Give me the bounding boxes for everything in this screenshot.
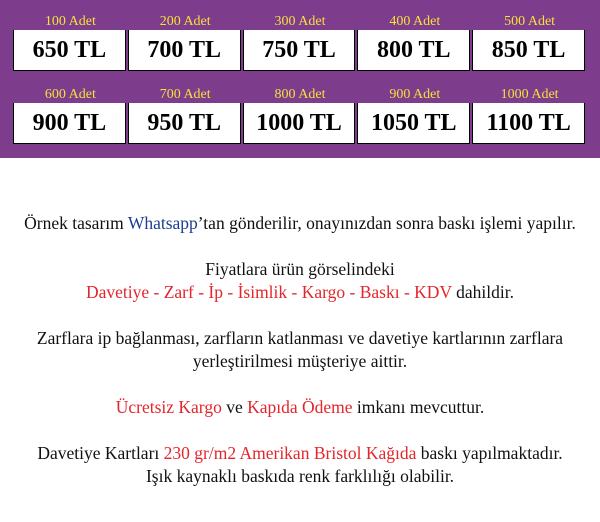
quantity-label: 700 Adet bbox=[128, 86, 243, 103]
info-text: Davetiye Kartları bbox=[37, 443, 164, 463]
quantity-label: 600 Adet bbox=[13, 86, 128, 103]
quantity-label: 500 Adet bbox=[472, 13, 587, 30]
price-cell bbox=[128, 13, 243, 71]
free-shipping-text: Ücretsiz Kargo bbox=[115, 397, 222, 417]
quantity-label: 900 Adet bbox=[357, 86, 472, 103]
included-items: Davetiye - Zarf - İp - İsimlik - Kargo - Baskı - KDV bbox=[85, 282, 452, 302]
info-text: imkanı mevcuttur. bbox=[352, 397, 485, 417]
quantity-label: 300 Adet bbox=[243, 13, 358, 30]
price-value: 650 TL bbox=[13, 30, 126, 71]
price-row-1 bbox=[13, 13, 587, 71]
price-cell bbox=[357, 13, 472, 71]
price-value: 850 TL bbox=[472, 30, 585, 71]
price-value: 1000 TL bbox=[243, 103, 356, 144]
price-value: 750 TL bbox=[243, 30, 356, 71]
info-line-design bbox=[0, 212, 600, 235]
info-line-color-note: Işık kaynaklı baskıda renk farklılığı olabilir. bbox=[145, 466, 455, 486]
info-line-included bbox=[0, 281, 600, 304]
whatsapp-text: Whatsapp bbox=[127, 213, 198, 233]
price-cell bbox=[13, 13, 128, 71]
info-line-paper bbox=[0, 442, 600, 465]
quantity-label: 800 Adet bbox=[243, 86, 358, 103]
price-row-2 bbox=[13, 86, 587, 144]
price-panel bbox=[0, 0, 600, 158]
info-line-envelope: Zarflara ip bağlanması, zarfların katlanması ve davetiye kartlarının zarflara bbox=[36, 328, 564, 348]
info-line-shipping bbox=[0, 396, 600, 419]
price-value: 900 TL bbox=[13, 103, 126, 144]
quantity-label: 100 Adet bbox=[13, 13, 128, 30]
info-text: ’tan gönderilir, onayınızdan sonra baskı işlemi yapılır. bbox=[197, 213, 576, 233]
info-text: baskı yapılmaktadır. bbox=[416, 443, 563, 463]
info-line-envelope-2: yerleştirilmesi müşteriye aittir. bbox=[192, 351, 408, 371]
price-cell bbox=[243, 86, 358, 144]
info-line-included-intro: Fiyatlara ürün görselindeki bbox=[205, 259, 395, 279]
price-cell bbox=[357, 86, 472, 144]
quantity-label: 200 Adet bbox=[128, 13, 243, 30]
paper-type-text: 230 gr/m2 Amerikan Bristol Kağıda bbox=[163, 443, 417, 463]
price-value: 800 TL bbox=[357, 30, 470, 71]
price-value: 700 TL bbox=[128, 30, 241, 71]
price-cell bbox=[13, 86, 128, 144]
price-value: 1050 TL bbox=[357, 103, 470, 144]
info-text: Örnek tasarım bbox=[24, 213, 128, 233]
info-text-block bbox=[0, 212, 600, 488]
price-cell bbox=[472, 13, 587, 71]
price-cell bbox=[472, 86, 587, 144]
price-value: 950 TL bbox=[128, 103, 241, 144]
quantity-label: 400 Adet bbox=[357, 13, 472, 30]
quantity-label: 1000 Adet bbox=[472, 86, 587, 103]
price-cell bbox=[243, 13, 358, 71]
info-text: dahildir. bbox=[451, 282, 514, 302]
cash-on-delivery-text: Kapıda Ödeme bbox=[247, 397, 353, 417]
price-value: 1100 TL bbox=[472, 103, 585, 144]
price-cell bbox=[128, 86, 243, 144]
info-text: ve bbox=[221, 397, 248, 417]
